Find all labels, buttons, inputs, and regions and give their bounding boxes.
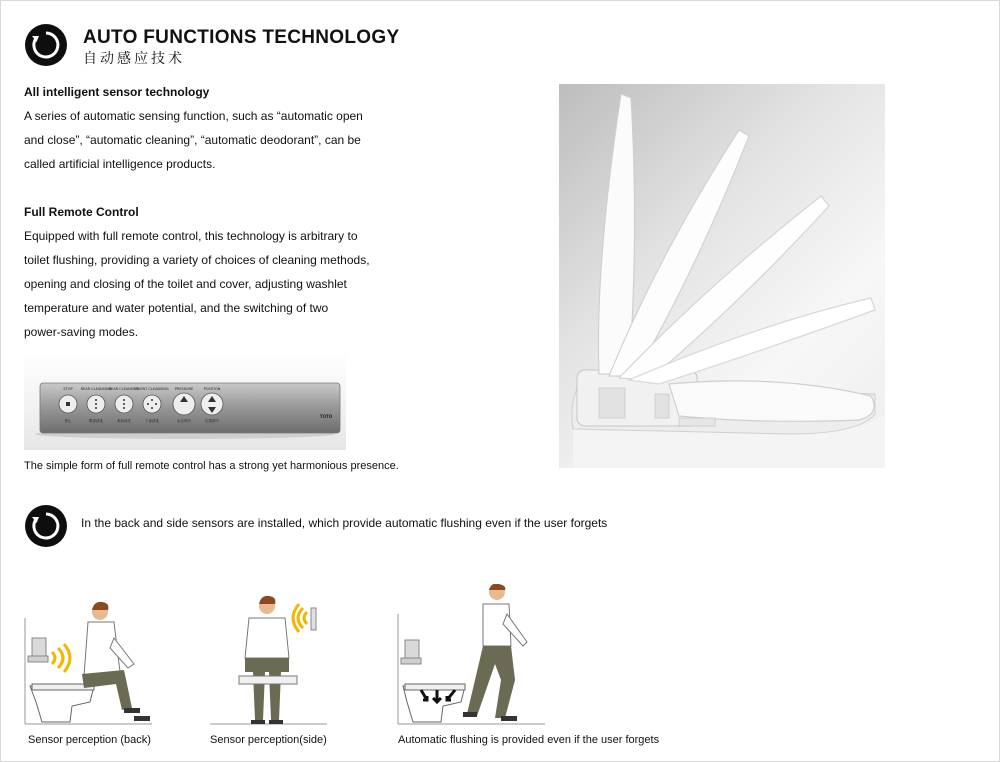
remote-button-label: STOP [63, 387, 73, 391]
page-title: AUTO FUNCTIONS TECHNOLOGY [83, 27, 400, 48]
illustration-caption: Sensor perception(side) [210, 734, 327, 746]
remote-button-label: POSITION [203, 387, 221, 391]
remote-button-label: REAR CLEANSING [80, 387, 112, 391]
section-text-remote [24, 224, 384, 344]
section-text-sensor [24, 104, 384, 176]
text-line: opening and closing of the toilet and cover, adjusting washlet [24, 277, 347, 291]
remote-caption: The simple form of full remote control has a strong yet harmonious presence. [24, 460, 399, 472]
circular-arrow-icon [25, 505, 67, 547]
remote-button-label: FRONT CLEANSING [135, 387, 169, 391]
remote-button-label: REAR CLEANSING [108, 387, 140, 391]
illustration-back-sensor [24, 598, 154, 726]
page-title-chinese: 自动感应技术 [83, 51, 185, 67]
text-line: power-saving modes. [24, 325, 139, 339]
text-line: temperature and water potential, and the switching of two [24, 301, 329, 315]
text-line: and close”, “automatic cleaning”, “automatic deodorant”, can be [24, 133, 361, 147]
illustration-auto-flush [397, 584, 547, 726]
remote-button-sublabel: 臀部清洗 [89, 419, 103, 423]
toilet-seat-opening-photo [559, 84, 885, 468]
text-line: A series of automatic sensing function, such as “automatic open [24, 109, 363, 123]
section-heading-sensor: All intelligent sensor technology [24, 85, 210, 99]
remote-brand: TOTO [319, 414, 333, 419]
text-line: Equipped with full remote control, this technology is arbitrary to [24, 229, 358, 243]
sensor-description: In the back and side sensors are installed, which provide automatic flushing even if the user forgets [81, 516, 608, 530]
section-heading-remote: Full Remote Control [24, 205, 139, 219]
remote-button-sublabel: 下身清洗 [145, 419, 159, 423]
remote-button-sublabel: 停止 [64, 419, 72, 423]
remote-button-sublabel: 水压调节 [177, 419, 191, 423]
remote-control-photo [24, 350, 346, 450]
remote-button-label: PRESSURE [174, 387, 194, 391]
remote-button-sublabel: 位置调节 [205, 419, 219, 423]
illustration-side-sensor [209, 594, 331, 726]
illustration-caption: Automatic flushing is provided even if the user forgets [398, 734, 660, 746]
text-line: toilet flushing, providing a variety of choices of cleaning methods, [24, 253, 370, 267]
remote-button-sublabel: 柔和清洗 [117, 419, 131, 423]
illustration-caption: Sensor perception (back) [28, 734, 151, 746]
circular-arrow-icon [25, 24, 67, 66]
text-line: called artificial intelligence products. [24, 157, 216, 171]
